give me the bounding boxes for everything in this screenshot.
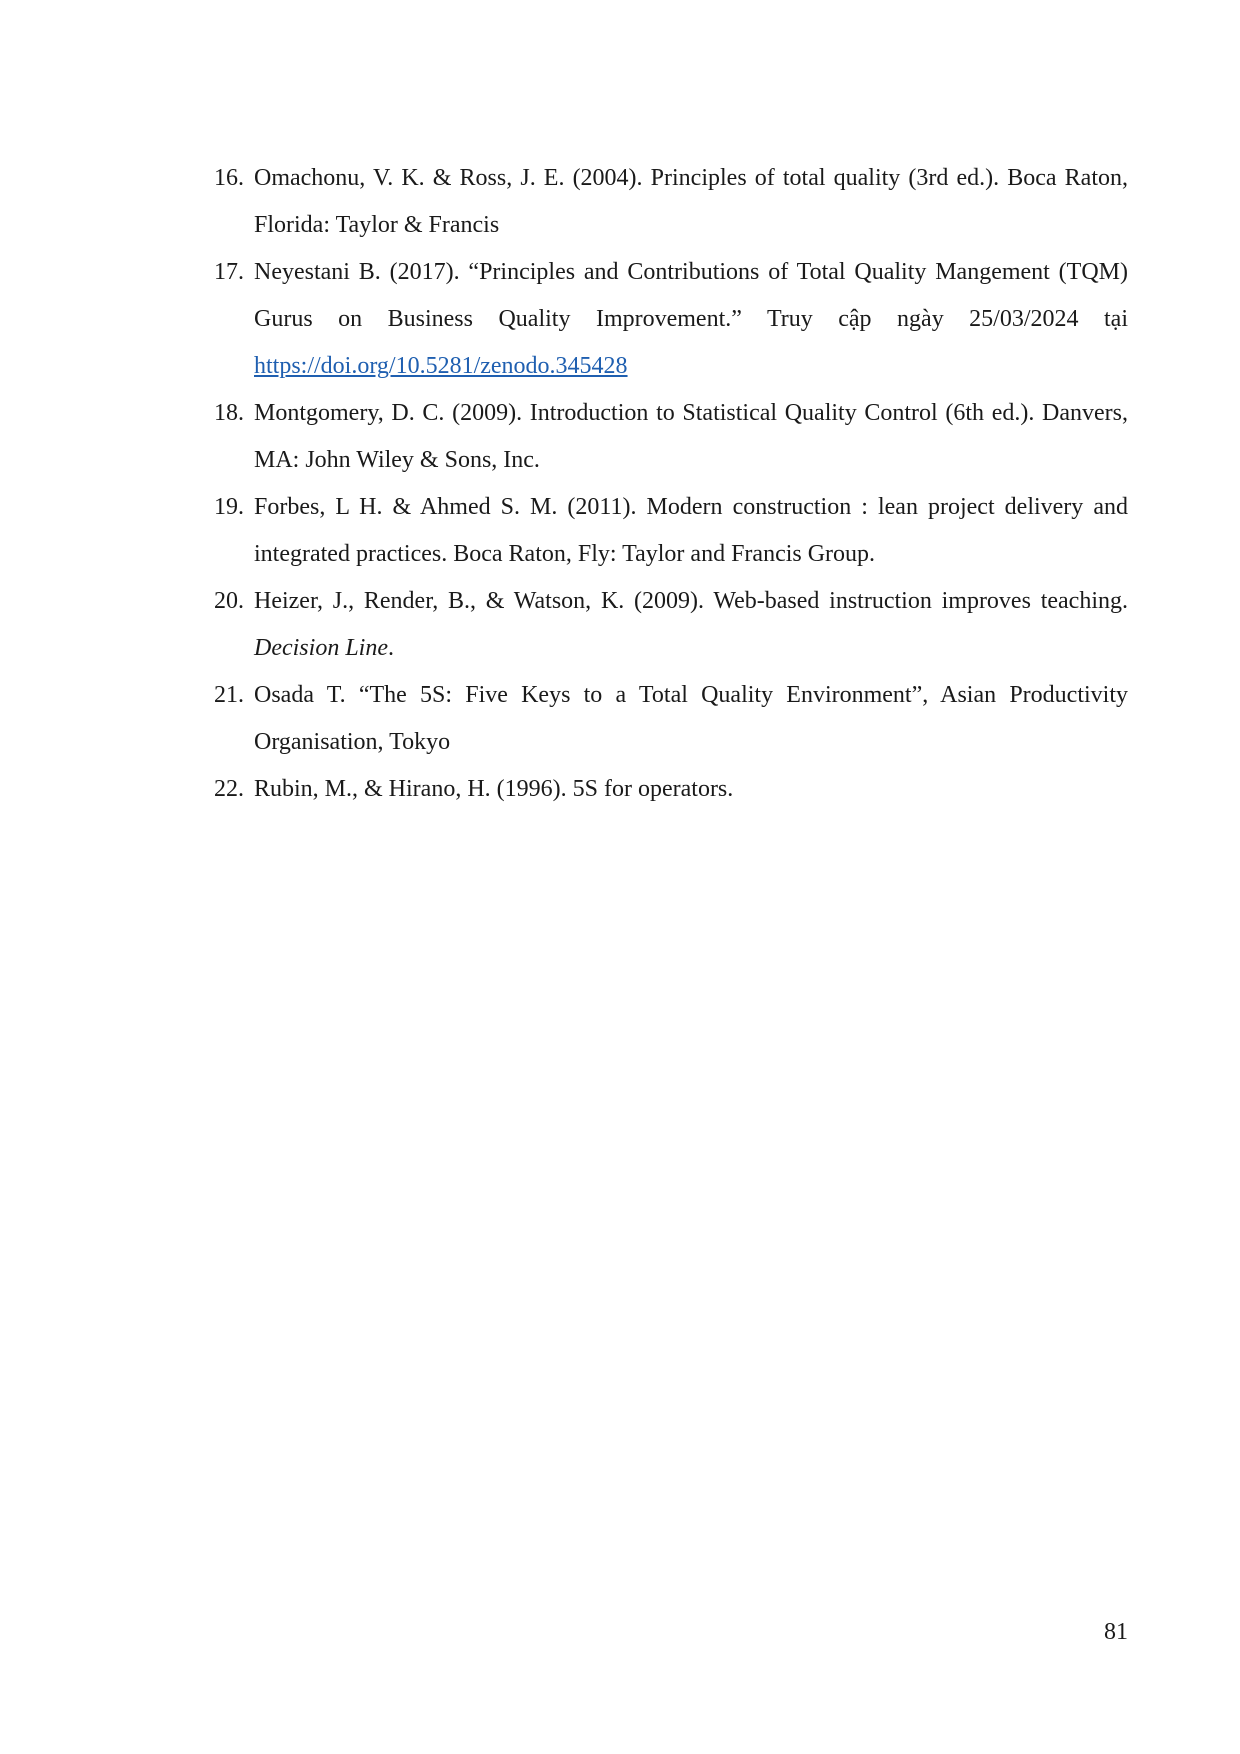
page-number: 81 xyxy=(1104,1619,1128,1645)
reference-suffix: . xyxy=(387,635,394,661)
reference-number: 20. xyxy=(214,588,244,614)
reference-item-19 xyxy=(214,484,1128,578)
journal-title: Decision Line xyxy=(254,635,388,661)
reference-text: Forbes, L H. & Ahmed S. M. (2011). Modern construction : lean project delivery and integrated practices. Boca Raton, Fly: Taylor and Francis Group. xyxy=(254,494,1128,567)
reference-item-16 xyxy=(214,155,1128,249)
reference-number: 16. xyxy=(214,165,244,191)
reference-list xyxy=(214,155,1128,813)
reference-number: 17. xyxy=(214,259,244,285)
reference-number: 21. xyxy=(214,682,244,708)
reference-text xyxy=(254,578,1128,672)
reference-text: Montgomery, D. C. (2009). Introduction to Statistical Quality Control (6th ed.). Danvers, MA: John Wiley & Sons, Inc. xyxy=(254,400,1128,473)
reference-number: 18. xyxy=(214,400,244,426)
reference-item-20 xyxy=(214,578,1128,672)
reference-text: Osada T. “The 5S: Five Keys to a Total Quality Environment”, Asian Productivity Organisation, Tokyo xyxy=(254,682,1128,755)
doi-link[interactable]: https://doi.org/10.5281/zenodo.345428 xyxy=(254,353,628,379)
reference-body: Neyestani B. (2017). “Principles and Contributions of Total Quality Mangement (TQM) Gurus on Business Quality Improvement.” Truy cập ngày 25/03/2024 tại xyxy=(254,259,1128,332)
reference-text: Rubin, M., & Hirano, H. (1996). 5S for operators. xyxy=(254,776,734,802)
reference-text xyxy=(254,249,1128,390)
reference-item-22 xyxy=(214,766,1128,813)
reference-number: 19. xyxy=(214,494,244,520)
reference-text: Omachonu, V. K. & Ross, J. E. (2004). Principles of total quality (3rd ed.). Boca Raton, Florida: Taylor & Francis xyxy=(254,165,1128,238)
reference-item-21 xyxy=(214,672,1128,766)
reference-body: Heizer, J., Render, B., & Watson, K. (2009). Web-based instruction improves teaching. xyxy=(254,588,1128,614)
reference-number: 22. xyxy=(214,776,244,802)
reference-item-18 xyxy=(214,390,1128,484)
reference-item-17 xyxy=(214,249,1128,390)
